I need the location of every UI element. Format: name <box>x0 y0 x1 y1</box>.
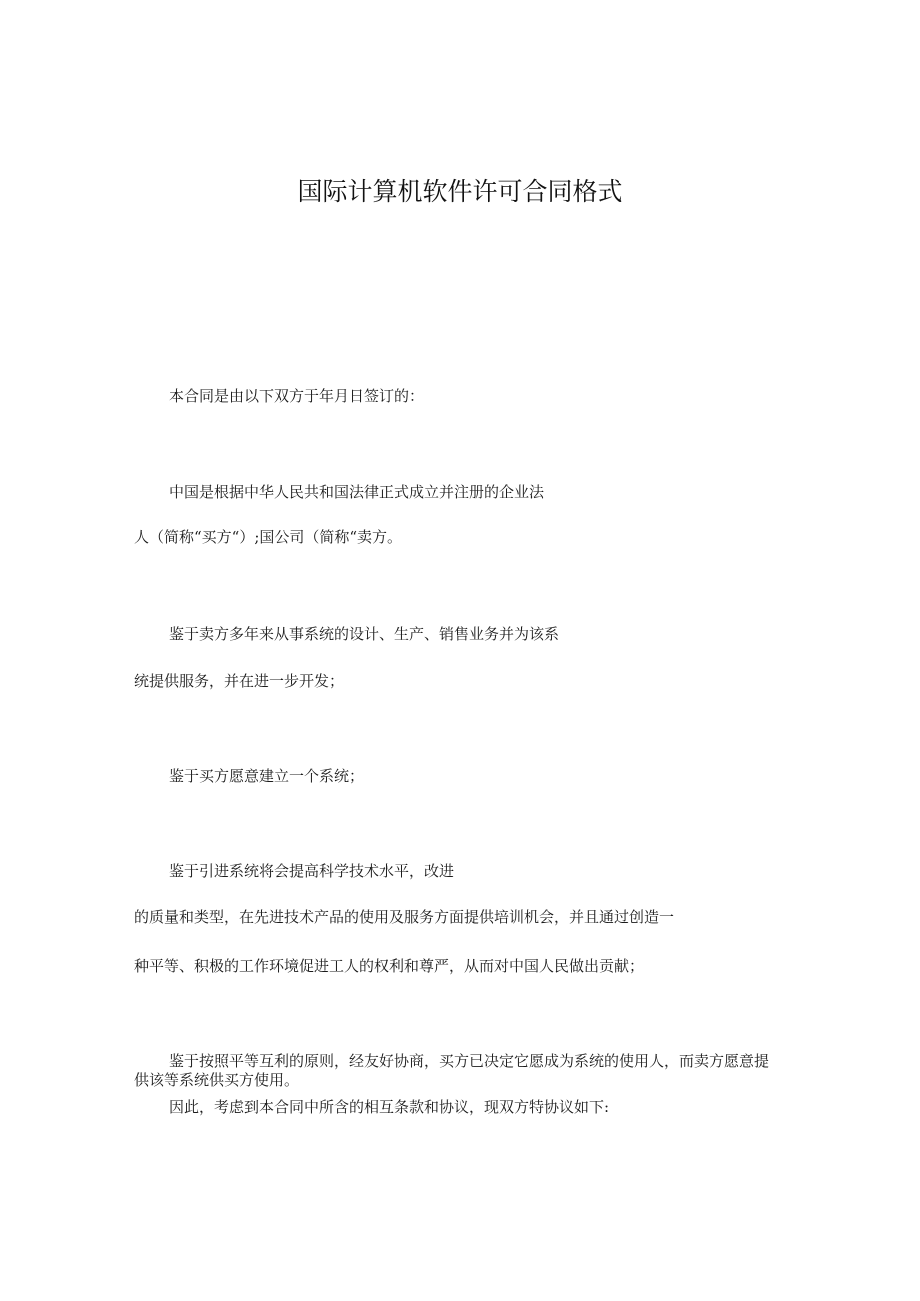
paragraph-benefit-recital-line-3: 种平等、积极的工作环境促进工人的权利和尊严，从而对中国人民做出贡献； <box>134 957 645 975</box>
document-title: 国际计算机软件许可合同格式 <box>297 177 623 206</box>
paragraph-mutual-benefit-recital: 鉴于按照平等互利的原则，经友好协商，买方已决定它愿成为系统的使用人，而卖方愿意提供该等系统供买方使用。 <box>134 1052 770 1089</box>
paragraph-signing-intro: 本合同是由以下双方于年月日签订的： <box>169 387 425 405</box>
paragraph-benefit-recital-line-1: 鉴于引进系统将会提高科学技术水平，改进 <box>169 862 455 880</box>
paragraph-buyer-line-1: 中国是根据中华人民共和国法律正式成立并注册的企业法 <box>169 483 545 501</box>
paragraph-buyer-line-2: 人（简称“买方“）;国公司（简称“卖方。 <box>134 528 403 546</box>
paragraph-buyer-recital: 鉴于买方愿意建立一个系统； <box>169 767 365 785</box>
paragraph-benefit-recital-line-2: 的质量和类型，在先进技术产品的使用及服务方面提供培训机会，并且通过创造一 <box>134 908 675 926</box>
paragraph-seller-recital-line-2: 统提供服务，并在进一步开发； <box>134 672 345 690</box>
paragraph-seller-recital-line-1: 鉴于卖方多年来从事系统的设计、生产、销售业务并为该系 <box>169 625 560 643</box>
paragraph-agreement-intro: 因此，考虑到本合同中所含的相互条款和协议，现双方特协议如下: <box>169 1098 610 1116</box>
